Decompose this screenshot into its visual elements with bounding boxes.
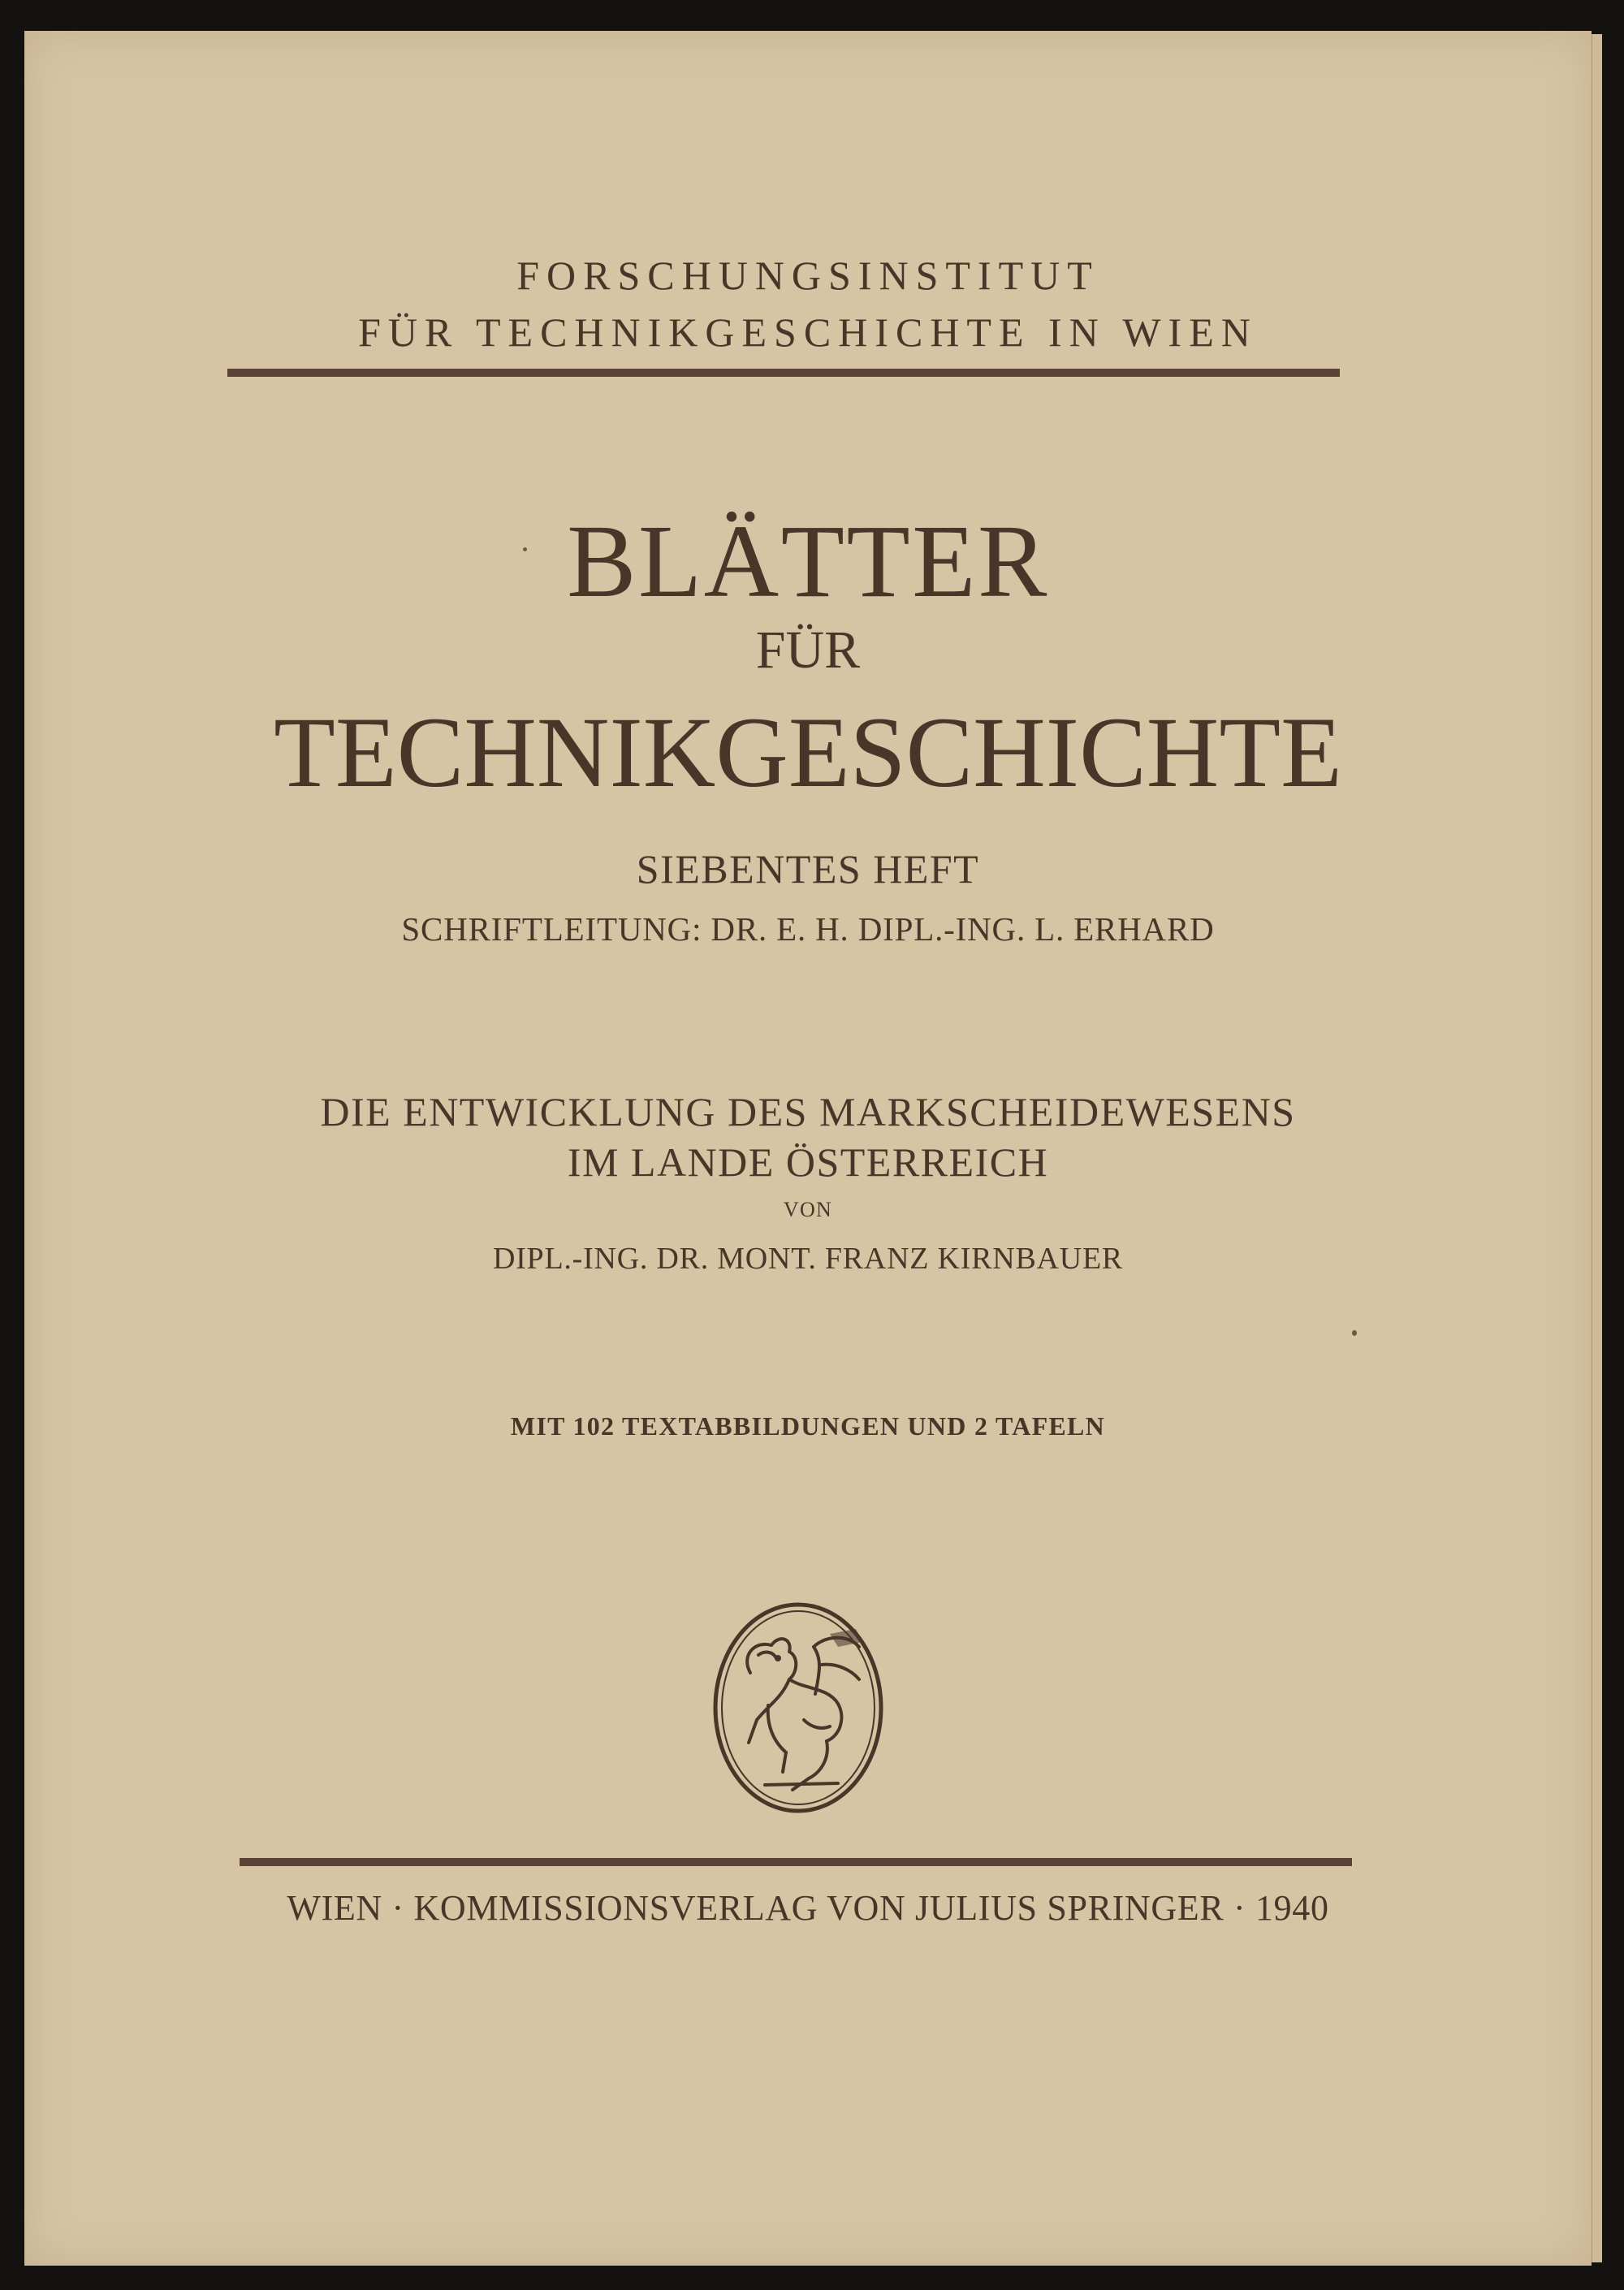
institute-name-line1: FORSCHUNGSINSTITUT [516, 253, 1099, 298]
editor-line: SCHRIFTLEITUNG: DR. E. H. DIPL.-ING. L. ERHARD [401, 910, 1215, 948]
page-edge [1592, 34, 1602, 2262]
bottom-rule [240, 1858, 1352, 1866]
work-title-line1: DIE ENTWICKLUNG DES MARKSCHEIDEWESENS [320, 1089, 1296, 1134]
issue-label: SIEBENTES HEFT [636, 846, 980, 892]
series-title-fuer: FÜR [755, 620, 861, 680]
series-title-technikgeschichte: TECHNIKGESCHICHTE [274, 697, 1342, 808]
publisher-emblem-icon [708, 1598, 888, 1817]
work-title-line2: IM LANDE ÖSTERREICH [567, 1139, 1049, 1185]
top-rule [227, 369, 1340, 377]
publisher-imprint: WIEN · KOMMISSIONSVERLAG VON JULIUS SPRINGER · 1940 [287, 1888, 1329, 1928]
by-label: VON [783, 1198, 833, 1221]
institute-name-line2: FÜR TECHNIKGESCHICHTE IN WIEN [358, 309, 1258, 355]
author-line: DIPL.-ING. DR. MONT. FRANZ KIRNBAUER [492, 1242, 1124, 1276]
book-cover [24, 31, 1592, 2266]
paper-speck [1352, 1330, 1357, 1336]
illustrations-note: MIT 102 TEXTABBILDUNGEN UND 2 TAFELN [510, 1411, 1106, 1441]
paper-speck [523, 547, 527, 551]
series-title-blaetter: BLÄTTER [567, 503, 1049, 619]
